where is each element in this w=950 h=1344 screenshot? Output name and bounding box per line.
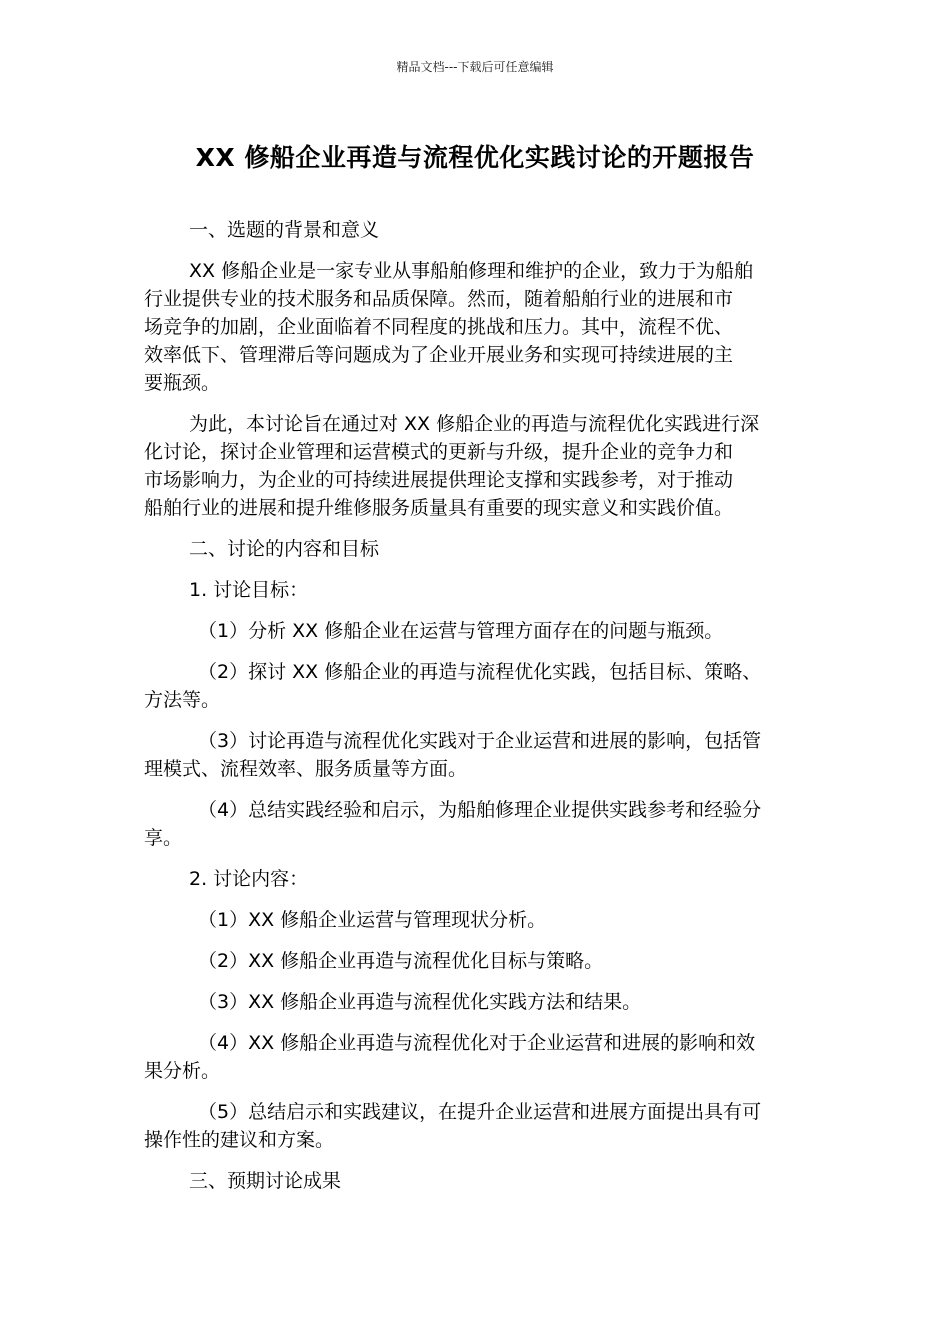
content-item-5-line: 操作性的建议和方案。 xyxy=(144,1129,335,1151)
goal-item-1 xyxy=(144,617,808,645)
section-heading-3 xyxy=(144,1167,808,1195)
subheading-goals-line: 1. 讨论目标： xyxy=(189,579,309,601)
subheading-goals xyxy=(144,576,808,604)
paragraph-background-2-line: 化讨论，探讨企业管理和运营模式的更新与升级，提升企业的竞争力和 xyxy=(144,441,734,463)
content-item-2 xyxy=(144,947,808,975)
header-note: 精品文档---下载后可任意编辑 xyxy=(396,60,554,74)
goal-item-2-line: （2）探讨 XX 修船企业的再造与流程优化实践，包括目标、策略、 xyxy=(198,661,762,683)
content-item-5 xyxy=(144,1098,808,1154)
goal-item-4-line: 享。 xyxy=(144,827,183,849)
paragraph-background-2-line: 船舶行业的进展和提升维修服务质量具有重要的现实意义和实践价值。 xyxy=(144,497,734,519)
paragraph-background-1-line: XX 修船企业是一家专业从事船舶修理和维护的企业，致力于为船舶 xyxy=(189,260,754,282)
content-item-3-line: （3）XX 修船企业再造与流程优化实践方法和结果。 xyxy=(198,991,642,1013)
goal-item-3-line: （3）讨论再造与流程优化实践对于企业运营和进展的影响，包括管 xyxy=(198,730,762,752)
paragraph-background-2-line: 市场影响力，为企业的可持续进展提供理论支撑和实践参考，对于推动 xyxy=(144,469,734,491)
goal-item-3-line: 理模式、流程效率、服务质量等方面。 xyxy=(144,758,468,780)
paragraph-background-1-line: 场竞争的加剧，企业面临着不同程度的挑战和压力。其中，流程不优、 xyxy=(144,316,734,338)
goal-item-2 xyxy=(144,658,808,714)
subheading-contents-line: 2. 讨论内容： xyxy=(189,868,309,890)
goal-item-2-line: 方法等。 xyxy=(144,689,221,711)
paragraph-background-1-line: 效率低下、管理滞后等问题成为了企业开展业务和实现可持续进展的主 xyxy=(144,344,734,366)
content-item-5-line: （5）总结启示和实践建议，在提升企业运营和进展方面提出具有可 xyxy=(198,1101,762,1123)
content-item-2-line: （2）XX 修船企业再造与流程优化目标与策略。 xyxy=(198,950,604,972)
subheading-contents xyxy=(144,865,808,893)
goal-item-4-line: （4）总结实践经验和启示，为船舶修理企业提供实践参考和经验分 xyxy=(198,799,762,821)
section-heading-2 xyxy=(144,535,808,563)
paragraph-background-1 xyxy=(144,257,808,397)
goal-item-1-line: （1）分析 XX 修船企业在运营与管理方面存在的问题与瓶颈。 xyxy=(198,620,724,642)
goal-item-4 xyxy=(144,796,808,852)
content-item-4 xyxy=(144,1029,808,1085)
section-heading-1 xyxy=(144,216,808,244)
content-item-4-line: 果分析。 xyxy=(144,1060,221,1082)
content-item-1-line: （1）XX 修船企业运营与管理现状分析。 xyxy=(198,909,547,931)
section-heading-1-line: 一、选题的背景和意义 xyxy=(189,219,380,241)
paragraph-background-2-line: 为此，本讨论旨在通过对 XX 修船企业的再造与流程优化实践进行深 xyxy=(189,413,760,435)
content-item-1 xyxy=(144,906,808,934)
paragraph-background-1-line: 行业提供专业的技术服务和品质保障。然而，随着船舶行业的进展和市 xyxy=(144,288,734,310)
section-heading-3-line: 三、预期讨论成果 xyxy=(189,1170,342,1192)
document-title: XX 修船企业再造与流程优化实践讨论的开题报告 xyxy=(195,143,755,172)
goal-item-3 xyxy=(144,727,808,783)
content-item-4-line: （4）XX 修船企业再造与流程优化对于企业运营和进展的影响和效 xyxy=(198,1032,756,1054)
paragraph-background-2 xyxy=(144,410,808,522)
document-body xyxy=(144,216,808,1208)
section-heading-2-line: 二、讨论的内容和目标 xyxy=(189,538,380,560)
content-item-3 xyxy=(144,988,808,1016)
paragraph-background-1-line: 要瓶颈。 xyxy=(144,372,221,394)
